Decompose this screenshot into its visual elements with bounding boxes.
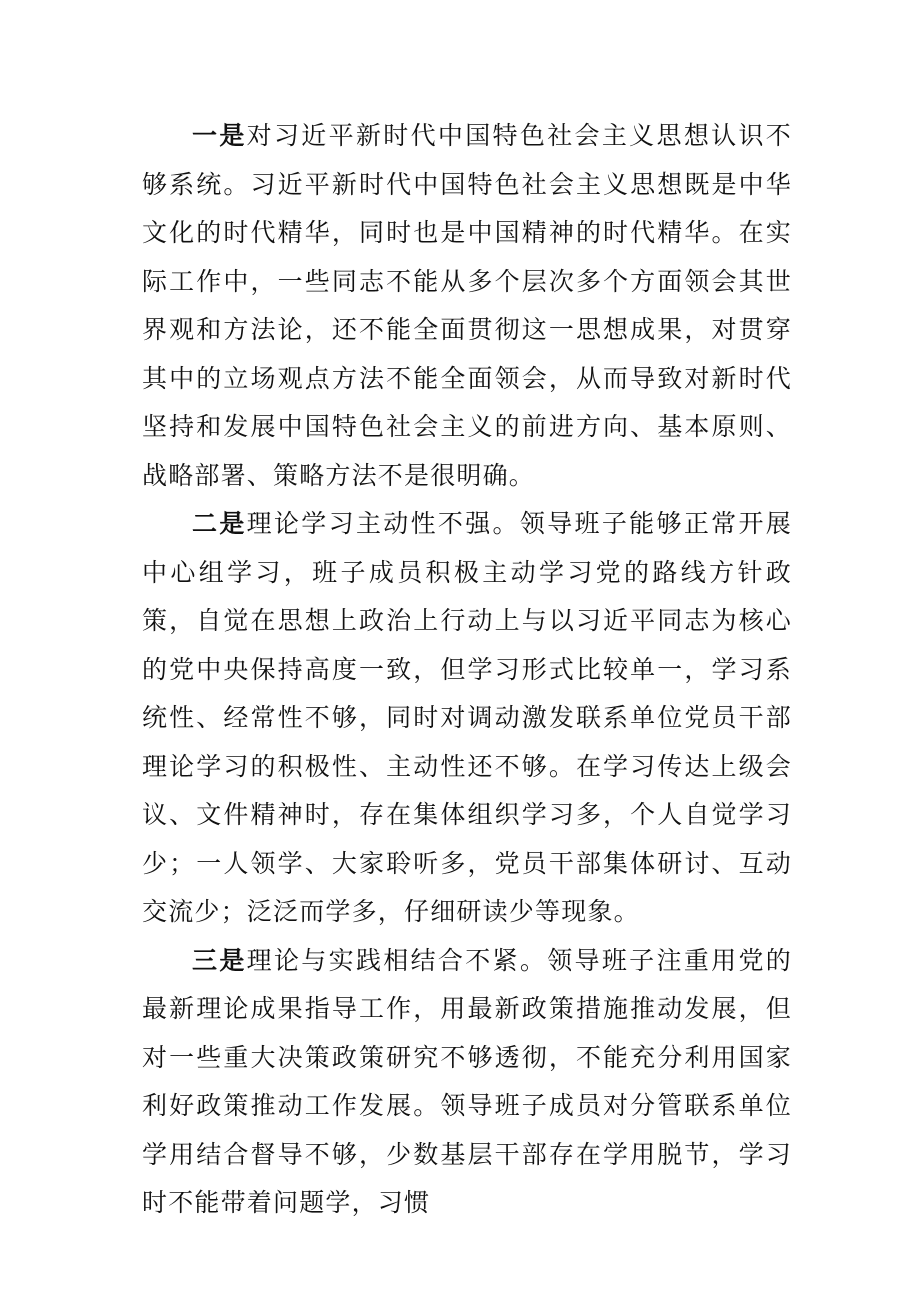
paragraph-2-text: 理论学习主动性不强。领导班子能够正常开展中心组学习，班子成员积极主动学习党的路线方针政策，自觉在思想上政治上行动上与以习近平同志为核心的党中央保持高度一致，但学习形式比较单一，学习系统性、经常性不够，同时对调动激发联系单位党员干部理论学习的积极性、主动性还不够。在学习传达上级会议、文件精神时，存在集体组织学习多，个人自觉学习少；一人领学、大家聆听多，党员干部集体研讨、互动交流少；泛泛而学多，仔细研读少等现象。 — [142, 509, 792, 926]
paragraph-1-text: 对习近平新时代中国特色社会主义思想认识不够系统。习近平新时代中国特色社会主义思想既是中华文化的时代精华，同时也是中国精神的时代精华。在实际工作中，一些同志不能从多个层次多个方面领会其世界观和方法论，还不能全面贯彻这一思想成果，对贯穿其中的立场观点方法不能全面领会，从而导致对新时代坚持和发展中国特色社会主义的前进方向、基本原则、战略部署、策略方法不是很明确。 — [142, 121, 792, 490]
paragraph-3-lead: 三是 — [192, 945, 247, 975]
paragraph-1 — [142, 112, 792, 500]
paragraph-2-lead: 二是 — [192, 509, 247, 538]
paragraph-3-text: 理论与实践相结合不紧。领导班子注重用党的最新理论成果指导工作，用最新政策措施推动发展，但对一些重大决策政策研究不够透彻，不能充分利用国家利好政策推动工作发展。领导班子成员对分管联系单位学用结合督导不够，少数基层干部存在学用脱节，学习时不能带着问题学，习惯 — [142, 945, 792, 1217]
paragraph-3 — [142, 937, 792, 1228]
paragraph-1-lead: 一是 — [192, 121, 247, 150]
paragraph-2 — [142, 500, 792, 937]
document-body — [142, 112, 792, 1228]
